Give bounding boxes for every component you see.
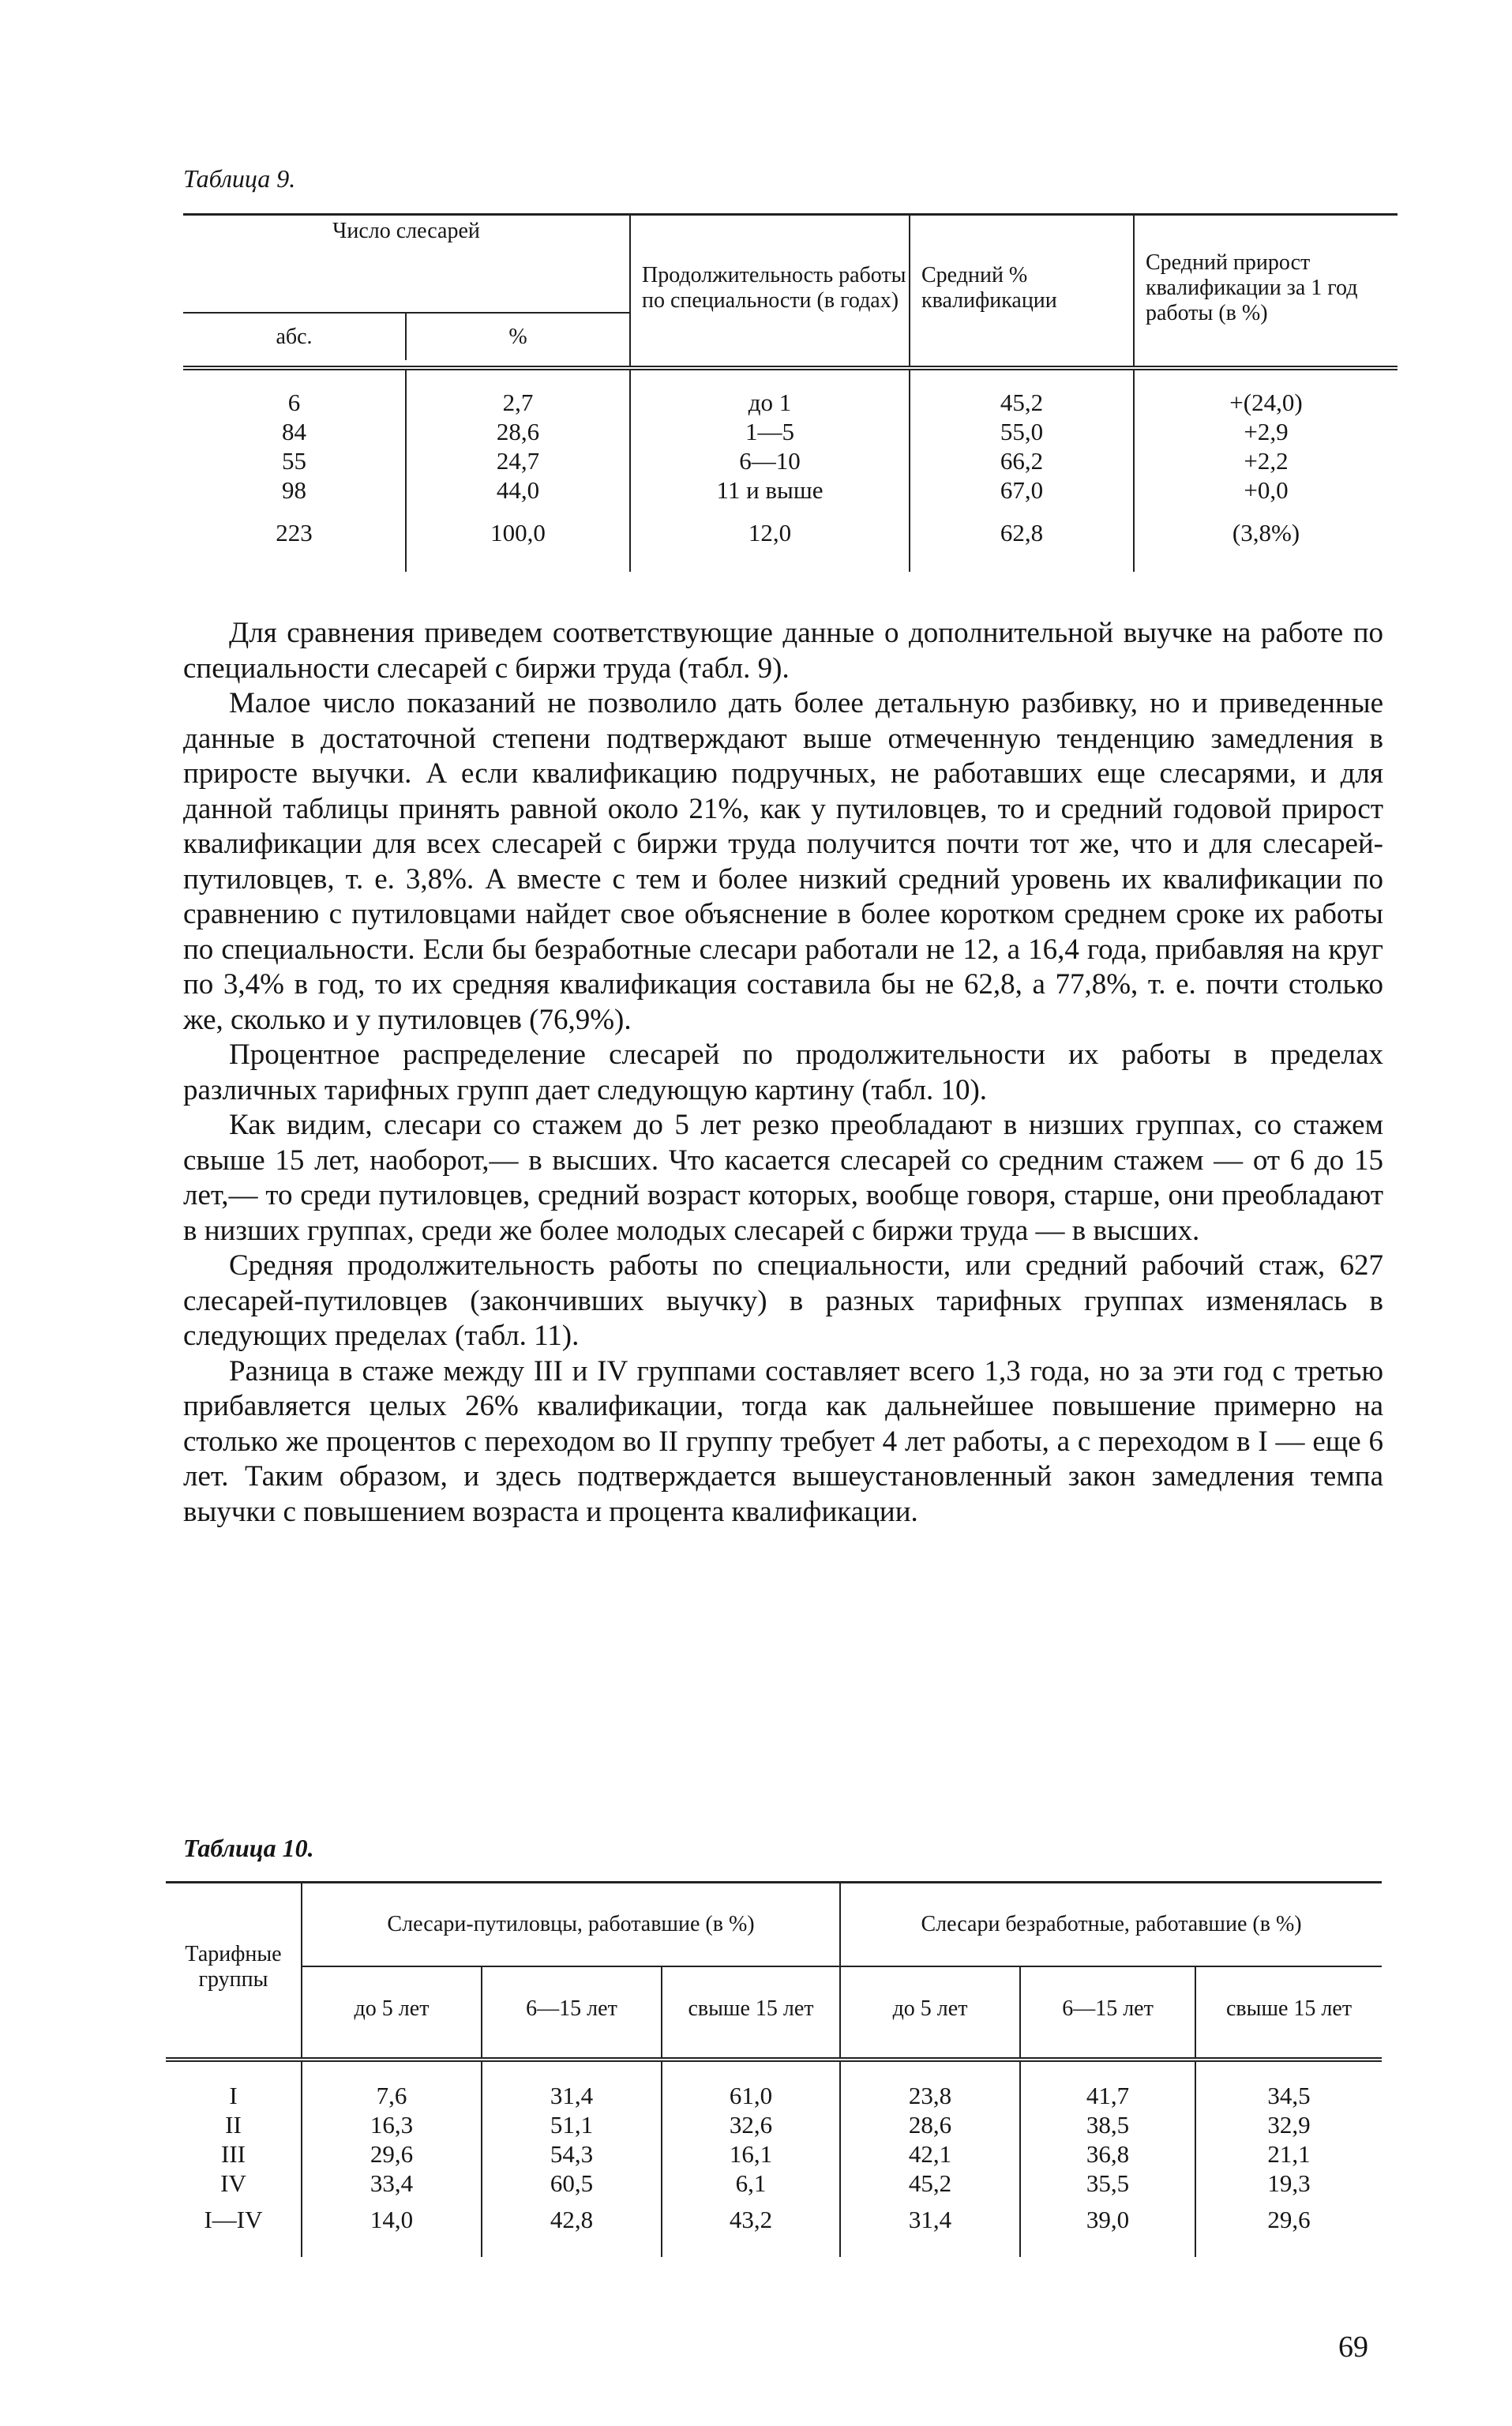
paragraph: Как видим, слесари со стажем до 5 лет резко преобладают в низших группах, со стажем свыше 15 лет, наоборот,— в высших. Что касается слесарей со средним стажем — от 6 до 15 лет,— то среди путиловцев, средний возраст которых, вообще говоря, старше, они преобладают в низших группах, среди же более молодых слесарей с биржи труда — в высших. (183, 1109, 1383, 1247)
paragraph: Разница в стаже между III и IV группами составляет всего 1,3 года, но за эти год с третью прибавляется целых 26% квалификации, тогда как дальнейшее повышение примерно на столько же процентов с переходом во II группу требует 4 лет работы, а с переходом в I — еще 6 лет. Таким образом, и здесь подтверждается вышеустановленный закон замедления темпа выучки с повышением возраста и процента квалификации. (183, 1354, 1383, 1528)
t10-header-groups: Тарифные группы (166, 1883, 302, 2052)
t10-col-p-over15: 61,0 32,6 16,1 6,1 (662, 2060, 840, 2202)
t9-header-abs: абс. (183, 313, 406, 360)
t10-col-u-6-15: 41,7 38,5 36,8 35,5 (1020, 2060, 1195, 2202)
t10-col-p-upto5: 7,6 16,3 29,6 33,4 (302, 2060, 482, 2202)
t9-total-avg-pct: 62,8 (910, 512, 1134, 572)
t10-header-p-upto5: до 5 лет (302, 1966, 482, 2052)
t10-header-unemployed: Слесари безработные, работавшие (в %) (840, 1883, 1382, 1966)
t9-col-growth: +(24,0) +2,9 +2,2 +0,0 (1134, 368, 1398, 512)
t9-total-growth: (3,8%) (1134, 512, 1398, 572)
t10-total-u-upto5: 31,4 (840, 2202, 1020, 2257)
t10-col-p-6-15: 31,4 51,1 54,3 60,5 (482, 2060, 662, 2202)
paragraph: Малое число показаний не позволило дать более детальную разбивку, но и приведенные данные в достаточной степени подтверждают выше отмеченную тенденцию замедления в приросте выучки. А если квалификацию подручных, не работавших еще слесарями, и для данной таблицы принять равной около 21%, как у путиловцев, то и средний годовой прирост квалификации для всех слесарей с биржи труда получится почти тот же, что и для слесарей-путиловцев, т. е. 3,8%. А вместе с тем и более низкий средний уровень их квалификации по сравнению с путиловцами найдет свое объяснение в более коротком среднем сроке их работы по специальности. Если бы безработные слесари работали не 12, а 16,4 года, прибавляя на круг по 3,4% в год, то их средняя квалификация составила бы не 62,8, а 77,8%, т. е. почти столько же, сколько и у путиловцев (76,9%). (183, 687, 1383, 1036)
t9-col-abs: 6 84 55 98 (282, 389, 306, 504)
t10-col-group: I II III IV (220, 2081, 246, 2197)
t10-col-u-upto5: 23,8 28,6 42,1 45,2 (840, 2060, 1020, 2202)
t9-header-count: Число слесарей (183, 215, 630, 314)
page-number: 69 (1338, 2330, 1368, 2364)
t10-header-putilov: Слесари-путиловцы, работавшие (в %) (302, 1883, 840, 1966)
t9-header-growth: Средний прирост квалификации за 1 год работы (в %) (1134, 215, 1398, 361)
table-10-caption: Таблица 10. (183, 1834, 314, 1862)
t10-total-p-upto5: 14,0 (302, 2202, 482, 2257)
t10-col-u-over15: 34,5 32,9 21,1 19,3 (1195, 2060, 1382, 2202)
t9-header-avg-pct: Средний % квалификации (910, 215, 1134, 361)
paragraph: Процентное распределение слесарей по продолжительности их работы в пределах различных тарифных групп дает следующую картину (табл. 10). (183, 1038, 1383, 1106)
t9-col-duration: до 1 1—5 6—10 11 и выше (630, 368, 910, 512)
t10-header-u-upto5: до 5 лет (840, 1966, 1020, 2052)
t10-header-u-6-15: 6—15 лет (1020, 1966, 1195, 2052)
t9-header-duration: Продолжительность работы по специальности (в годах) (630, 215, 910, 361)
table-9-caption: Таблица 9. (183, 164, 296, 193)
t9-col-avg-pct: 45,2 55,0 66,2 67,0 (910, 368, 1134, 512)
t10-header-p-over15: свыше 15 лет (662, 1966, 840, 2052)
body-text (183, 616, 1383, 1530)
t10-header-p-6-15: 6—15 лет (482, 1966, 662, 2052)
t9-col-pct: 2,7 28,6 24,7 44,0 (406, 368, 630, 512)
t9-total-pct: 100,0 (406, 512, 630, 572)
t9-total-abs: 223 (276, 519, 313, 546)
paragraph: Для сравнения приведем соответствующие данные о дополнительной выучке на работе по специальности слесарей с биржи труда (табл. 9). (183, 617, 1383, 685)
t10-total-p-over15: 43,2 (662, 2202, 840, 2257)
t10-total-u-6-15: 39,0 (1020, 2202, 1195, 2257)
t10-total-group: I—IV (204, 2205, 263, 2233)
t10-total-u-over15: 29,6 (1195, 2202, 1382, 2257)
t9-total-duration: 12,0 (630, 512, 910, 572)
t9-header-pct: % (406, 313, 630, 360)
paragraph: Средняя продолжительность работы по специальности, или средний рабочий стаж, 627 слесарей-путиловцев (закончивших выучку) в разных тарифных группах изменялась в следующих пределах (табл. 11). (183, 1249, 1383, 1352)
table-9 (183, 213, 1398, 572)
table-10 (166, 1881, 1382, 2257)
t10-total-p-6-15: 42,8 (482, 2202, 662, 2257)
t10-header-u-over15: свыше 15 лет (1195, 1966, 1382, 2052)
